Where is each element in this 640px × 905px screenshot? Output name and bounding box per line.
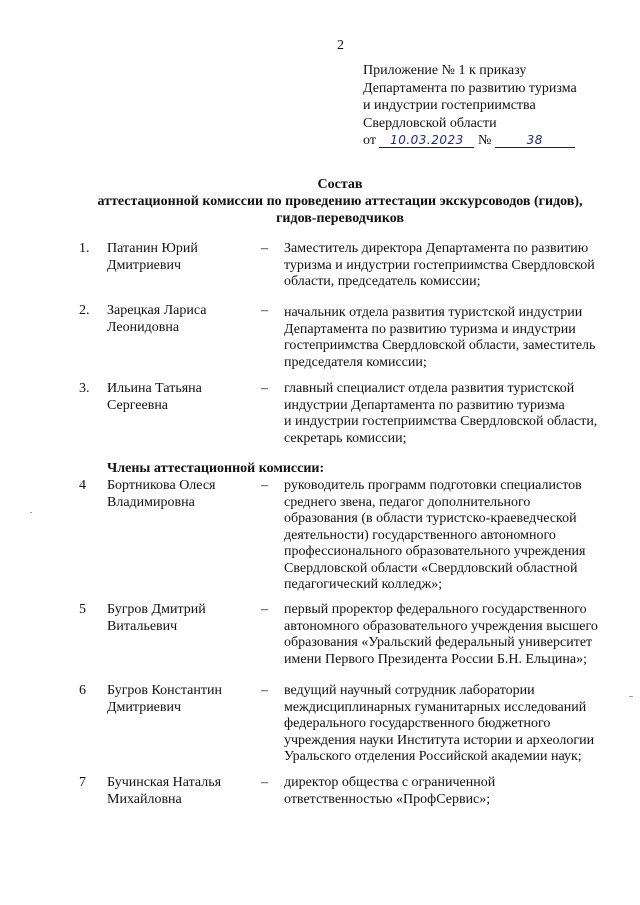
- member-role: [284, 775, 614, 808]
- name-line: Ильина Татьяна: [107, 381, 202, 396]
- role-line: учреждения науки Института истории и археологии: [284, 732, 595, 748]
- dash-separator: –: [261, 381, 268, 396]
- role-line: секретарь комиссии;: [284, 430, 407, 446]
- role-line: профессионального образовательного учреждения: [284, 544, 586, 559]
- appendix-line: Свердловской области: [363, 115, 497, 131]
- entry-number: 6: [79, 683, 86, 698]
- member-name: [107, 303, 206, 336]
- name-line: Бугров Константин: [107, 683, 222, 698]
- entry-number: 1.: [79, 241, 90, 256]
- handwritten-order-number: 38: [495, 132, 575, 148]
- name-line: Дмитриевич: [107, 699, 182, 715]
- name-line: Витальевич: [107, 618, 178, 634]
- name-line: Бучинская Наталья: [107, 775, 222, 790]
- member-name: [107, 241, 198, 274]
- role-line: образования «Уральский федеральный университет: [284, 635, 593, 650]
- dash-separator: –: [261, 602, 268, 617]
- member-role: [284, 478, 614, 594]
- name-line: Бугров Дмитрий: [107, 602, 206, 617]
- member-name: [107, 775, 221, 808]
- order-date-number-line: [363, 132, 577, 150]
- name-line: Патанин Юрий: [107, 241, 198, 256]
- member-name: [107, 381, 202, 414]
- members-heading: Члены аттестационной комиссии:: [107, 461, 325, 476]
- role-line: индустрии Департамента по развитию туризма: [284, 397, 565, 413]
- appendix-header: [363, 62, 577, 150]
- role-line: туризма и индустрии гостеприимства Свердловской: [284, 257, 595, 273]
- appendix-line: Приложение № 1 к приказу: [363, 63, 527, 78]
- name-line: Владимировна: [107, 494, 195, 510]
- role-line: главный специалист отдела развития туристской: [284, 381, 575, 396]
- name-line: Дмитриевич: [107, 257, 182, 273]
- name-line: Зарецкая Лариса: [107, 303, 207, 318]
- dash-separator: –: [261, 478, 268, 493]
- document-title: Состав: [317, 177, 363, 192]
- role-line: области, председатель комиссии;: [284, 274, 481, 289]
- role-line: Свердловской области «Свердловский областной: [284, 560, 578, 576]
- entry-number: 7: [79, 775, 86, 790]
- entry-number: 5: [79, 602, 86, 617]
- role-line: Заместитель директора Департамента по развитию: [284, 241, 589, 256]
- date-prefix: от: [363, 133, 376, 149]
- member-name: [107, 478, 216, 511]
- role-line: имени Первого Президента России Б.Н. Ельцина»;: [284, 651, 587, 667]
- dash-separator: –: [261, 303, 268, 318]
- entry-number: 3.: [79, 381, 90, 396]
- dash-separator: –: [261, 683, 268, 698]
- role-line: Департамента по развитию туризма и индустрии: [284, 321, 576, 337]
- role-line: первый проректор федерального государственного: [284, 602, 587, 617]
- entry-number: 2.: [79, 303, 90, 318]
- member-role: [284, 683, 614, 766]
- member-role: [284, 602, 614, 668]
- appendix-line: Департамента по развитию туризма: [363, 80, 577, 96]
- role-line: ведущий научный сотрудник лаборатории: [284, 683, 535, 698]
- role-line: начальник отдела развития туристской индустрии: [284, 305, 583, 320]
- role-line: образования (в области туристско-краеведческой: [284, 511, 577, 526]
- role-line: автономного образовательного учреждения высшего: [284, 618, 598, 634]
- entry-number: 4: [79, 478, 86, 493]
- role-line: Уральского отделения Российской академии наук;: [284, 749, 582, 764]
- dash-separator: –: [261, 241, 268, 256]
- role-line: педагогический колледж»;: [284, 577, 443, 592]
- appendix-line: и индустрии гостеприимства: [363, 98, 536, 114]
- name-line: Сергеевна: [107, 397, 169, 413]
- document-subtitle: гидов-переводчиков: [276, 211, 404, 226]
- member-role: [284, 241, 614, 291]
- scan-speck: [629, 696, 633, 697]
- page-number: 2: [337, 38, 344, 53]
- role-line: директор общества с ограниченной: [284, 775, 496, 790]
- member-name: [107, 602, 206, 635]
- document-subtitle: аттестационной комиссии по проведению аттестации экскурсоводов (гидов),: [97, 194, 583, 209]
- handwritten-date: 10.03.2023: [379, 132, 474, 148]
- role-line: междисциплинарных гуманитарных исследований: [284, 699, 587, 715]
- name-line: Леонидовна: [107, 319, 180, 335]
- dash-separator: –: [261, 775, 268, 790]
- role-line: руководитель программ подготовки специалистов: [284, 478, 582, 493]
- role-line: и индустрии гостеприимства Свердловской области,: [284, 414, 598, 429]
- member-role: [284, 381, 614, 447]
- name-line: Бортникова Олеся: [107, 478, 216, 493]
- name-line: Михайловна: [107, 791, 182, 807]
- scan-speck: [30, 512, 32, 513]
- role-line: деятельности) государственного автономного: [284, 527, 556, 543]
- role-line: гостеприимства Свердловской области, заместитель: [284, 338, 596, 353]
- role-line: председателя комиссии;: [284, 354, 427, 370]
- member-name: [107, 683, 222, 716]
- role-line: ответственностью «ПрофСервис»;: [284, 791, 491, 807]
- number-prefix: №: [477, 133, 492, 149]
- role-line: среднего звена, педагог дополнительного: [284, 494, 531, 510]
- role-line: федерального государственного бюджетного: [284, 716, 551, 731]
- member-role: [284, 305, 614, 371]
